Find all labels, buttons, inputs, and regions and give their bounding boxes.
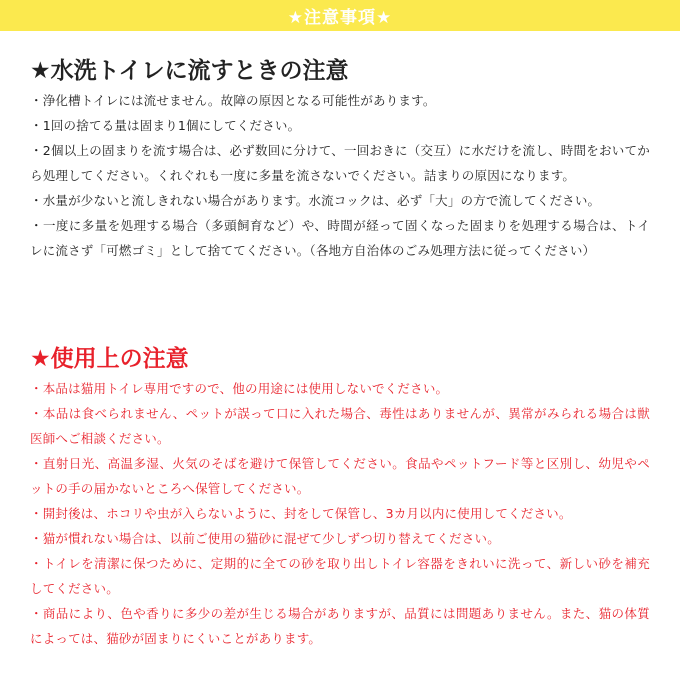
list-item: ・浄化槽トイレには流せません。故障の原因となる可能性があります。 bbox=[30, 93, 436, 108]
list-item: ・トイレを清潔に保つために、定期的に全ての砂を取り出しトイレ容器をきれいに洗って、新しい砂を補充してください。 bbox=[30, 556, 650, 596]
usage-section bbox=[30, 344, 650, 651]
flush-toilet-section bbox=[30, 56, 650, 263]
usage-heading: ★使用上の注意 bbox=[30, 346, 189, 372]
notice-banner bbox=[0, 0, 680, 31]
list-item: ・2個以上の固まりを流す場合は、必ず数回に分けて、一回おきに（交互）に水だけを流し、時間をおいてから処理してください。くれぐれも一度に多量を流さないでください。詰まりの原因になります。 bbox=[30, 143, 650, 183]
list-item: ・1回の捨てる量は固まり1個にしてください。 bbox=[30, 118, 301, 133]
list-item: ・本品は猫用トイレ専用ですので、他の用途には使用しないでください。 bbox=[30, 381, 449, 396]
flush-toilet-heading: ★水洗トイレに流すときの注意 bbox=[30, 58, 349, 84]
flush-toilet-list bbox=[30, 88, 650, 263]
banner-title: ★注意事項★ bbox=[287, 8, 393, 28]
list-item: ・開封後は、ホコリや虫が入らないように、封をして保管し、3カ月以内に使用してください。 bbox=[30, 506, 572, 521]
list-item: ・本品は食べられません、ペットが誤って口に入れた場合、毒性はありませんが、異常がみられる場合は獣医師へご相談ください。 bbox=[30, 406, 650, 446]
usage-list bbox=[30, 376, 650, 651]
list-item: ・水量が少ないと流しきれない場合があります。水流コックは、必ず「大」の方で流してください。 bbox=[30, 193, 601, 208]
list-item: ・商品により、色や香りに多少の差が生じる場合がありますが、品質には問題ありません。また、猫の体質によっては、猫砂が固まりにくいことがあります。 bbox=[30, 606, 650, 646]
list-item: ・一度に多量を処理する場合（多頭飼育など）や、時間が経って固くなった固まりを処理する場合は、トイレに流さず「可燃ゴミ」として捨ててください。（各地方自治体のごみ処理方法に従ってください） bbox=[30, 218, 650, 258]
list-item: ・猫が慣れない場合は、以前ご使用の猫砂に混ぜて少しずつ切り替えてください。 bbox=[30, 531, 500, 546]
list-item: ・直射日光、高温多湿、火気のそばを避けて保管してください。食品やペットフード等と区別し、幼児やペットの手の届かないところへ保管してください。 bbox=[30, 456, 650, 496]
